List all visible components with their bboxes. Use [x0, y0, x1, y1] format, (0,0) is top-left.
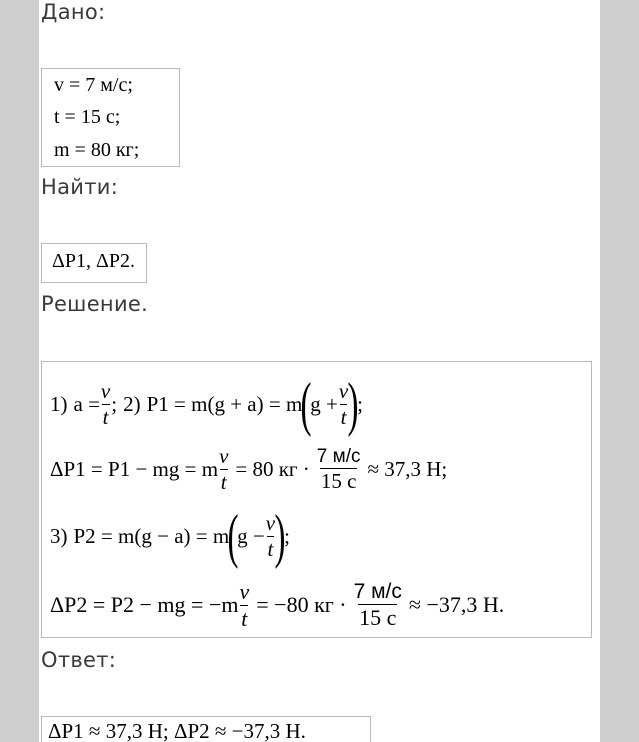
solution-heading: Решение.	[41, 292, 149, 316]
solution-line-2: ΔP1 = P1 − mg = m $\frac{v}{t}$ = 80 кг · $\frac{7 м/с}{15 с}$ ≈ 37,3 Н;	[50, 443, 448, 494]
fraction-v-over-t: $\frac{v}{t}$	[338, 378, 349, 429]
fraction-v-over-t: $\frac{v}{t}$	[219, 443, 229, 494]
answer-box	[41, 716, 371, 742]
fraction-v-over-t: $\frac{v}{t}$	[265, 510, 276, 561]
document-page	[39, 0, 600, 742]
answer-heading: Ответ:	[41, 648, 117, 672]
given-mass: m = 80 кг;	[54, 139, 140, 161]
solution-line-4: ΔP2 = P2 − mg = −m $\frac{v}{t}$ = −80 кг · $\frac{7 м/с}{15 с}$ ≈ −37,3 Н.	[50, 578, 505, 631]
fraction-velocity-over-time: $\frac{7 м/с}{15 с}$	[316, 445, 361, 493]
solution-line-3: 3) P2 = m(g − a) = m ( g − $\frac{v}{t}$ ) ;	[50, 503, 290, 569]
given-time: t = 15 с;	[54, 106, 121, 128]
left-margin	[0, 0, 39, 742]
right-margin	[600, 0, 639, 742]
given-heading: Дано:	[41, 0, 106, 24]
fraction-v-over-t: $\frac{v}{t}$	[100, 378, 111, 429]
answer-text: ΔP1 ≈ 37,3 Н; ΔP2 ≈ −37,3 Н.	[48, 719, 306, 742]
fraction-v-over-t: $\frac{v}{t}$	[239, 578, 250, 631]
right-paren-icon: )	[347, 371, 359, 437]
solution-line-1: 1) a = $\frac{v}{t}$ ; 2) P1 = m(g + a) = m ( g + $\frac{v}{t}$ ) ;	[50, 371, 364, 437]
given-box	[41, 68, 180, 167]
find-heading: Найти:	[41, 175, 119, 199]
left-paren-icon: (	[227, 503, 239, 569]
left-paren-icon: (	[300, 371, 312, 437]
solution-box	[41, 361, 592, 638]
find-quantities: ΔP1, ΔP2.	[52, 250, 135, 272]
find-box	[41, 243, 147, 283]
given-velocity: v = 7 м/с;	[54, 74, 133, 96]
fraction-velocity-over-time: $\frac{7 м/с}{15 с}$	[353, 580, 402, 630]
right-paren-icon: )	[274, 503, 286, 569]
